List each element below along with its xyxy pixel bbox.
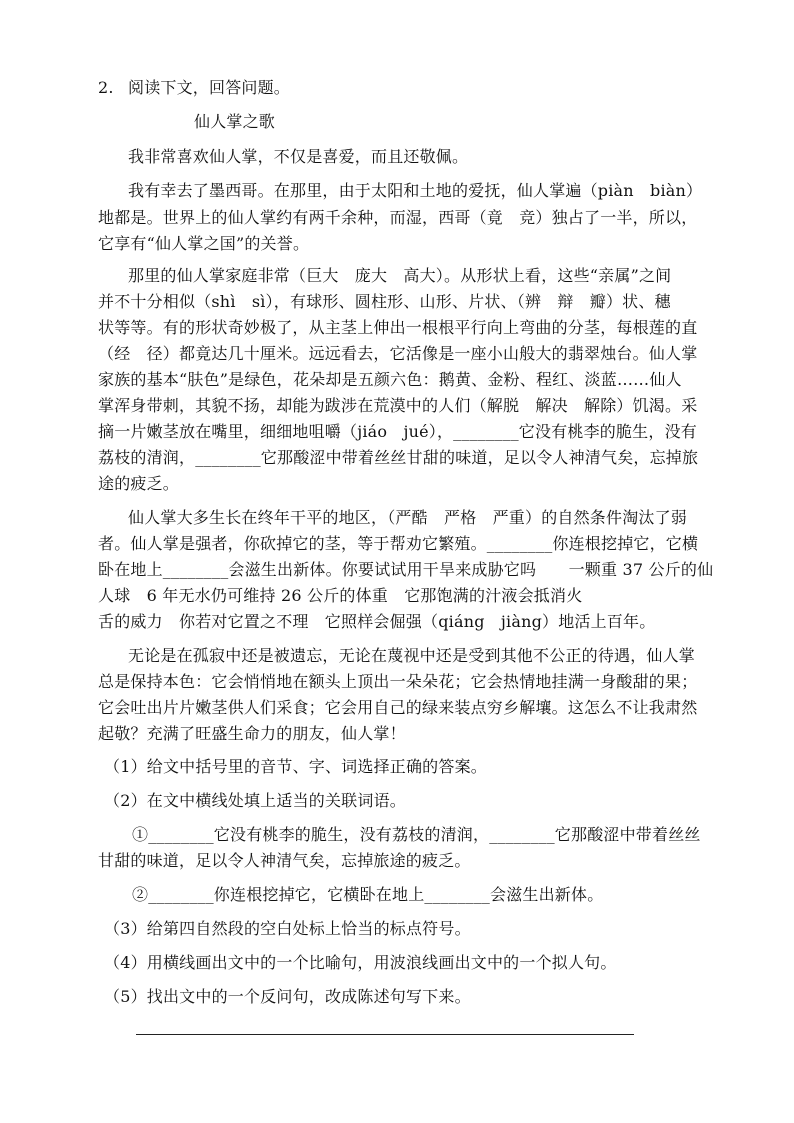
question-instruction: 阅读下文，回答问题。 bbox=[128, 78, 291, 97]
paragraph-3-line-5: 家族的基本“肤色”是绿色，花朵却是五颜六色：鹅黄、金粉、程红、淡蓝……仙人 bbox=[98, 370, 682, 389]
paragraph-3-line-1: 那里的仙人掌家庭非常（巨大 庞大 高大）。从形状上看，这些“亲属”之间 bbox=[128, 266, 672, 285]
sub-question-2-item-1-line-1: ①________它没有桃李的脆生，没有荔枝的清润，________它那酸涩中带着丝丝 bbox=[132, 825, 701, 844]
paragraph-3-line-3: 状等等。有的形状奇妙极了，从主茎上伸出一根根平行向上弯曲的分茎，每根莲的直 bbox=[98, 318, 698, 337]
sub-question-1: （1）给文中括号里的音节、字、词选择正确的答案。 bbox=[104, 757, 487, 776]
paragraph-3-line-2: 并不十分相似（shì sì），有球形、圆柱形、山形、片状、（辨 辩 瓣）状、穗 bbox=[98, 292, 671, 311]
paragraph-5-line-4: 起敬？充满了旺盛生命力的朋友，仙人掌！ bbox=[98, 724, 406, 743]
sub-question-3: （3）给第四自然段的空白处标上恰当的标点符号。 bbox=[104, 919, 471, 938]
question-number: 2. bbox=[98, 78, 114, 97]
paragraph-3-line-6: 掌浑身带刺，其貌不扬，却能为跋涉在荒漠中的人们（解脱 解决 解除）饥渴。采 bbox=[98, 396, 698, 415]
paragraph-1-line-1: 我非常喜欢仙人掌，不仅是喜爱，而且还敬佩。 bbox=[128, 147, 469, 166]
answer-line[interactable] bbox=[136, 1034, 634, 1035]
paragraph-4-line-3: 卧在地上________会滋生出新体。你要试试用干旱来成胁它吗 一颗重 37 公斤的仙 bbox=[98, 560, 714, 579]
paragraph-4-line-5: 舌的威力 你若对它置之不理 它照样会倔强（qiáng jiàng）地活上百年。 bbox=[98, 612, 656, 631]
paragraph-3-line-4: （经 径）都竟达几十厘米。远远看去，它活像是一座小山般大的翡翠烛台。仙人掌 bbox=[98, 344, 698, 363]
paragraph-3-line-9: 途的疲乏。 bbox=[98, 474, 180, 493]
paragraph-4-line-2: 者。仙人掌是强者，你砍掉它的茎，等于帮劝它繁殖。________你连根挖掉它，它横 bbox=[98, 534, 699, 553]
paragraph-2-line-1: 我有幸去了墨西哥。在那里，由于太阳和土地的爱抚，仙人掌遍（piàn biàn） bbox=[128, 181, 703, 200]
paragraph-3-line-8: 荔枝的清润，________它那酸涩中带着丝丝甘甜的味道，足以令人神清气矣，忘掉旅 bbox=[98, 448, 699, 467]
article-title: 仙人掌之歌 bbox=[194, 112, 276, 131]
sub-question-5: （5）找出文中的一个反问句，改成陈述句写下来。 bbox=[104, 987, 471, 1006]
sub-question-2: （2）在文中横线处填上适当的关联词语。 bbox=[104, 791, 406, 810]
sub-question-2-item-2: ②________你连根挖掉它，它横卧在地上________会滋生出新体。 bbox=[132, 885, 604, 904]
paragraph-2-line-2: 地都是。世界上的仙人掌约有两千余种，而湿，西哥（竟 竞）独占了一半，所以， bbox=[98, 208, 698, 227]
paragraph-5-line-3: 它会吐出片片嫩茎供人们采食；它会用自己的绿来装点穷乡解壤。这怎么不让我肃然 bbox=[98, 698, 698, 717]
paragraph-2-line-3: 它享有“仙人掌之国”的关誉。 bbox=[98, 234, 310, 253]
sub-question-4: （4）用横线画出文中的一个比喻句，用波浪线画出文中的一个拟人句。 bbox=[104, 953, 617, 972]
paragraph-5-line-1: 无论是在孤寂中还是被遗忘，无论在蔑视中还是受到其他不公正的待遇，仙人掌 bbox=[128, 646, 696, 665]
paragraph-4-line-4: 人球 6 年无水仍可维持 26 公斤的体重 它那饱满的汁液会抵消火 bbox=[98, 586, 583, 605]
paragraph-3-line-7: 摘一片嫩茎放在嘴里，细细地咀嚼（jiáo jué），________它没有桃李的脆生，没有 bbox=[98, 422, 697, 441]
paragraph-5-line-2: 总是保持本色：它会悄悄地在额头上顶出一朵朵花；它会热情地挂满一身酸甜的果； bbox=[98, 672, 698, 691]
paragraph-4-line-1: 仙人掌大多生长在终年干平的地区，（严酷 严格 严重）的自然条件淘汰了弱 bbox=[128, 508, 688, 527]
sub-question-2-item-1-line-2: 甘甜的味道，足以令人神清气矣，忘掉旅途的疲乏。 bbox=[98, 851, 471, 870]
